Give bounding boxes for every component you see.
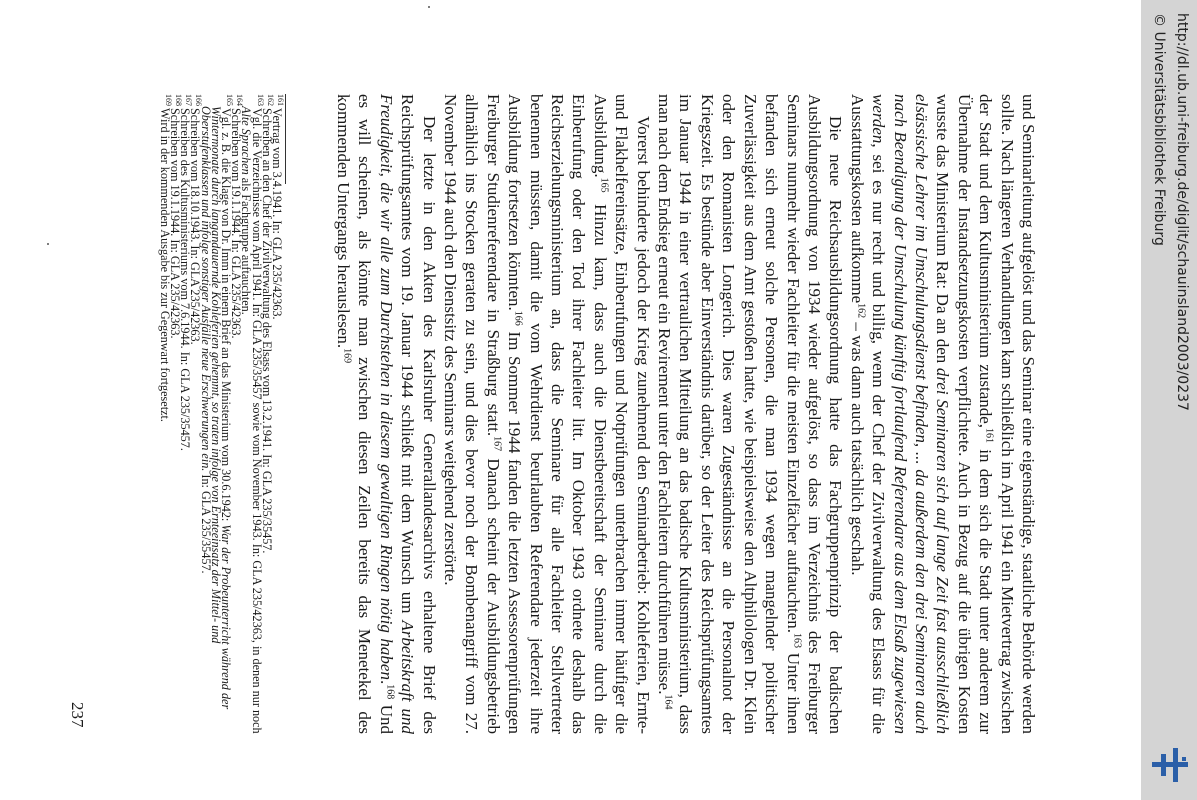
paragraph-3: Vorerst behinderte jedoch der Krieg zunehmend den Seminarbetrieb: Kohleferien, Ernte- und Flakhelfereinsätze, Einberufungen und Notprüfungen unterbrachen immer häufiger die Ausbildung.$^{165}$ Hinzu kam, dass auch die Dienstbereitschaft der Seminare durch die Einberufung oder den Tod ihrer Fachleiter litt. Im Oktober 1943 ordnete deshalb das Reichserziehungsministerium an, dass die Seminare für alle Fachleiter Stellvertreter benennen müssten, damit die vom Wehrdienst beurlaubten Referendare jederzeit ihre Ausbildung fortsetzen könnten.$^{166}$ Im Sommer 1944 fanden die letzten Assessorenprüfungen Freiburger Studienreferendare in Straßburg statt.$^{167}$ Danach scheint der Ausbildungsbetrieb allmählich ins Stocken geraten zu sein, und dies bevor noch der Bombenangriff vom 27. November 1944 auch den Dienstsitz des Seminars weitgehend zerstörte. bbox=[441, 94, 653, 734]
paragraph-4: Der letzte in den Akten des Karlsruher Generallandesarchivs erhaltene Brief des Reichsprüfungsamtes vom 19. Januar 1944 schließt mit dem Wunsch um Arbeitskraft und Freudigkeit, die wir alle zum Durchstehen in diesem gewaltigen Ringen nötig haben.$^{168}$ Und es will scheinen, als könnte man zwischen diesen Zeilen bereits das Menetekel des kommenden Untergangs herauslesen.$^{169}$ bbox=[334, 94, 439, 735]
footnote-text: Schreiben vom 19.1.1944. In: GLA 235/42363. bbox=[229, 108, 244, 339]
logo-bar bbox=[1182, 757, 1186, 761]
footnote-text: Vertrag vom 3.4.1941. In: GLA 235/42363. bbox=[270, 108, 284, 320]
page-number: 237 bbox=[68, 702, 87, 728]
footnote-text: Schreiben des Kultusministeriums vom 7.6.1944. In: GLA 235/35457. bbox=[178, 108, 193, 451]
paragraph-2: Die neue Reichsausbildungsordnung hatte das Fachgruppenprinzip der badischen Ausbildungsordnung von 1934 wieder aufgelöst, so dass im Verzeichnis des Freiburger Seminars nunmehr wieder Fachleiter für die meisten Einzelfächer auftauchten.$^{163}$ Unter ihnen befanden sich erneut solche Personen, die man 1934 wegen mangelnder politischer Zuverlässigkeit aus dem Amt gestoßen hatte, wie beispielsweise den Altphilologen Dr. Klein oder den Romanisten Longerich. Dies waren Zugeständnisse an die Personalnot der Kriegszeit. Es bestünde aber Einverständnis darüber, so der Leiter des Reichsprüfungsamtes im Januar 1944 in einer vertraulichen Mitteilung an das badische Kultusministerium, dass man nach dem Endsieg erneut ein Revirement unter den Fachleitern durchführen müsse.$^{164}$ bbox=[655, 94, 846, 734]
copyright-notice: © Universitätsbibliothek Freiburg bbox=[1151, 13, 1167, 246]
logo-bar bbox=[1152, 762, 1188, 767]
footnote-text: Vgl. die Verzeichnisse vom April 1941. In: GLA 235/35457 sowie vom November 1943. In: GLA 235/42363, in denen nur noch Alte Sprachen als Fachgruppe auftauchten. bbox=[239, 106, 264, 734]
footnotes bbox=[157, 94, 286, 734]
side-strip-text bbox=[1141, 0, 1197, 800]
scan-speck bbox=[47, 243, 49, 245]
library-logo-icon bbox=[1148, 742, 1192, 786]
footnote-number: 166 bbox=[194, 94, 204, 106]
scan-speck bbox=[428, 6, 430, 8]
footnote-number: 163 bbox=[255, 94, 265, 106]
footnote-number: 162 bbox=[265, 94, 275, 106]
footnote-text: Vgl. z. B. die Klage von Dr. Imm in einem Brief an das Ministerium vom 30.6.1942: War der Probeunterricht während der Wintermonate durch langandauernde Kohleferien gehemmt, so traten infolge von Ernteeinsatz der Mittel- und Oberstufenklassen und infolge sonstiger Ausfälle neue Erschwerungen ein. In: GLA 235/35457. bbox=[198, 106, 233, 710]
footnote-text: Schreiben vom 18.10.1943. In: GLA 235/42363. bbox=[188, 108, 203, 345]
footnote-number: 165 bbox=[225, 94, 235, 106]
footnote-separator bbox=[285, 94, 286, 184]
footnote-text: Schreiben an den Chef der Zivilverwaltung des Elsass vom 13.2.1941. In: GLA 235/35457. bbox=[259, 108, 274, 554]
footnote-number: 169 bbox=[163, 94, 173, 106]
footnote-number: 164 bbox=[235, 94, 245, 106]
logo-bar bbox=[1173, 748, 1178, 782]
footnote-number: 168 bbox=[174, 94, 184, 106]
footnote-number: 167 bbox=[184, 94, 194, 106]
footnote-169 bbox=[157, 94, 173, 734]
footnote-text: Wird in der kommenden Ausgabe bis zur Gegenwart fortgesetzt. bbox=[157, 108, 172, 422]
paragraph-1: und Seminarleitung aufgelöst und das Seminar eine eigenständige, staatliche Behörde werden sollte. Nach längeren Verhandlungen kam schließlich im April 1941 ein Mietvertrag zwischen der Stadt und dem Kultusministerium zustande,$^{161}$ in dem sich die Stadt unter anderem zur Übernahme der Instandsetzungskosten verpflichtete. Auch in Bezug auf die übrigen Kosten wusste das Ministerium Rat: Da an den drei Seminaren sich auf lange Zeit fast ausschließlich elsässische Lehrer im Umschulungsdienst befinden, ... da außerdem den drei Seminaren auch nach Beendigung der Umschulung künftig fortlaufend Referendare aus dem Elsaß zugewiesen werden, sei es nur recht und billig, wenn der Chef der Zivilverwaltung des Elsass für die Ausstattungskosten aufkomme$^{162}$ – was dann auch tatsächlich geschah. bbox=[847, 94, 1038, 734]
footnote-number: 161 bbox=[276, 94, 286, 106]
footnote-text: Schreiben vom 19.1.1944. In: GLA 235/42363. bbox=[167, 108, 182, 339]
source-url[interactable]: http://dl.ub.uni-freiburg.de/diglit/schauinsland2003/0237 bbox=[1174, 13, 1190, 411]
logo-bar bbox=[1161, 754, 1166, 776]
body-text bbox=[333, 94, 1039, 734]
